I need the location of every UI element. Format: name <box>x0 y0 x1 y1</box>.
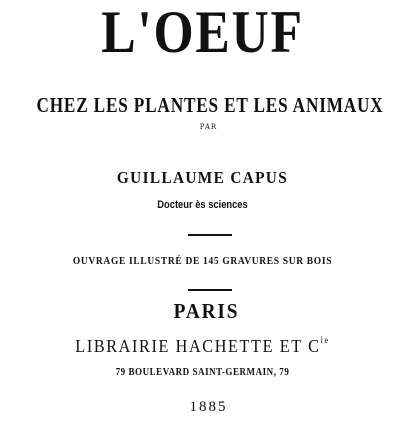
publisher-name <box>20 337 385 355</box>
illustrations-note: OUVRAGE ILLUSTRÉ DE 145 GRAVURES SUR BOIS <box>72 255 333 267</box>
by-label: PAR <box>199 123 218 131</box>
divider-rule <box>188 234 232 236</box>
publisher-address: 79 BOULEVARD SAINT-GERMAIN, 79 <box>115 367 290 378</box>
book-title: L'OEUF <box>101 0 304 65</box>
book-subtitle: CHEZ LES PLANTES ET LES ANIMAUX <box>36 93 384 117</box>
publisher-name-text: LIBRAIRIE HACHETTE ET C <box>75 336 321 356</box>
author-degree: Docteur ès sciences <box>157 199 248 211</box>
publication-city: PARIS <box>173 299 240 323</box>
publisher-suffix: ie <box>320 335 330 345</box>
publication-year: 1885 <box>189 399 228 415</box>
author-name: GUILLAUME CAPUS <box>116 168 289 187</box>
divider-rule <box>188 289 232 291</box>
